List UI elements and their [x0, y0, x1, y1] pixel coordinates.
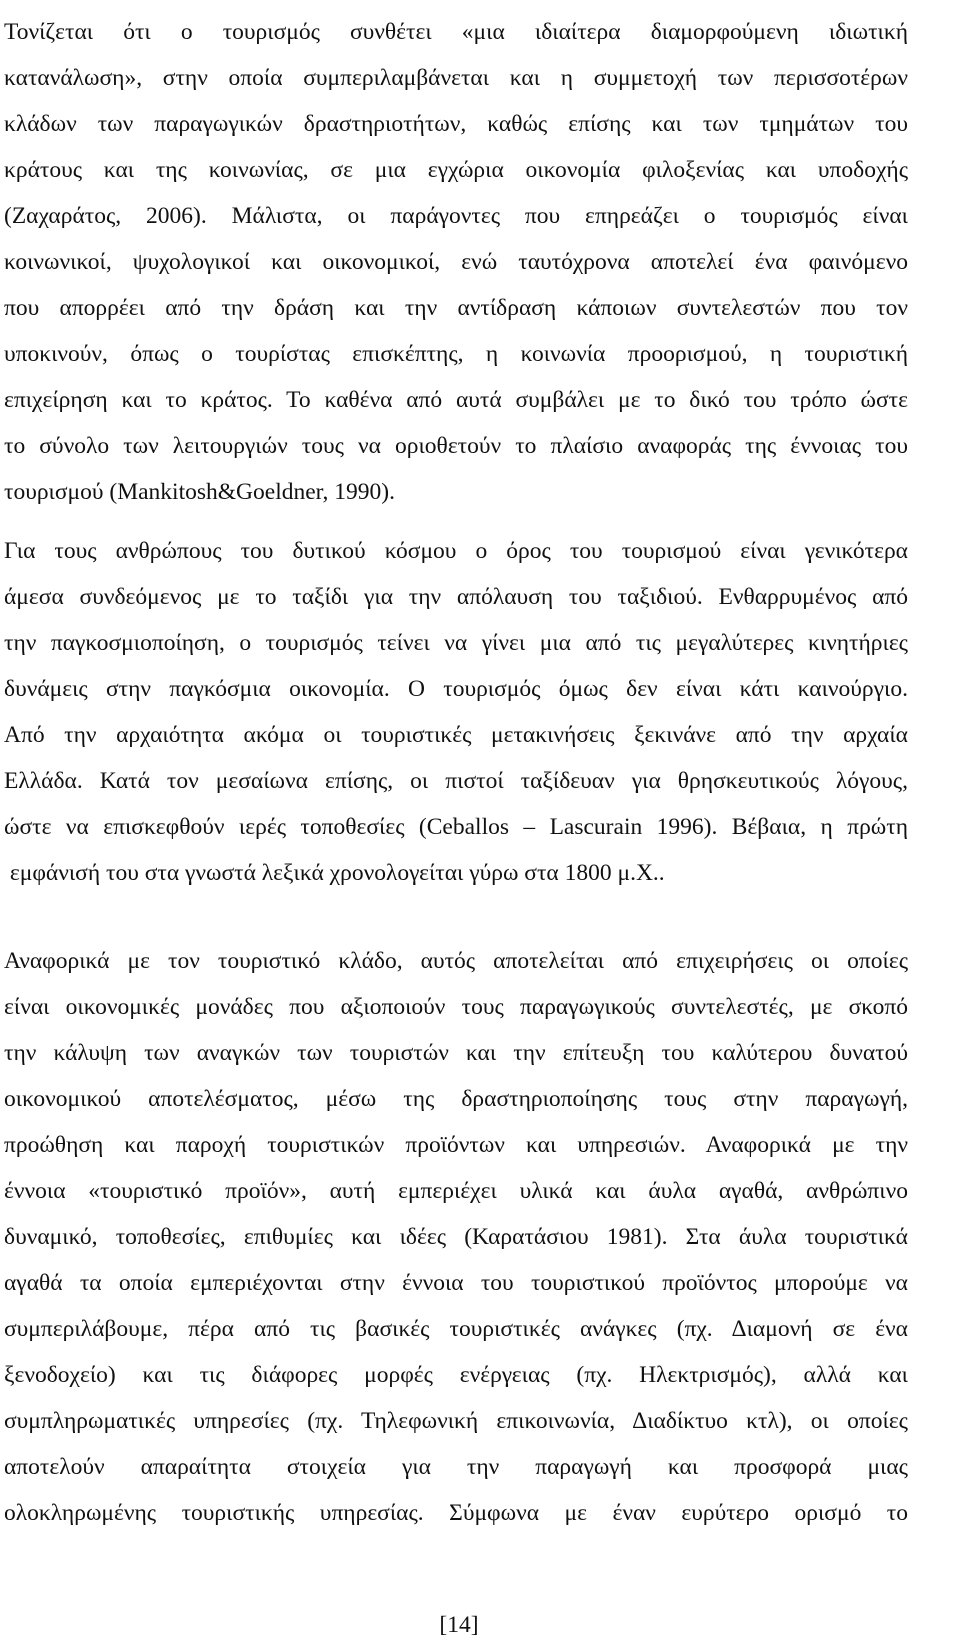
text-line: το σύνολο των λειτουργιών τους να οριοθετούν το πλαίσιο αναφοράς της έννοιας του: [4, 433, 908, 459]
text-line: Ελλάδα. Κατά τον μεσαίωνα επίσης, οι πιστοί ταξίδευαν για θρησκευτικούς λόγους,: [4, 768, 908, 794]
text-line: εμφάνισή του στα γνωστά λεξικά χρονολογείται γύρω στα 1800 μ.Χ..: [4, 860, 665, 886]
text-line: συμπεριλάβουμε, πέρα από τις βασικές τουριστικές ανάγκες (πχ. Διαμονή σε ένα: [4, 1316, 908, 1342]
text-line: είναι οικονομικές μονάδες που αξιοποιούν τους παραγωγικούς συντελεστές, με σκοπό: [4, 994, 908, 1020]
text-line: οικονομικού αποτελέσματος, μέσω της δραστηριοποίησης τους στην παραγωγή,: [4, 1086, 908, 1112]
text-line: κατανάλωση», στην οποία συμπεριλαμβάνεται και η συμμετοχή των περισσοτέρων: [4, 65, 908, 91]
text-line: ώστε να επισκεφθούν ιερές τοποθεσίες (Ceballos – Lascurain 1996). Βέβαια, η πρώτη: [4, 814, 908, 840]
text-line: κλάδων των παραγωγικών δραστηριοτήτων, καθώς επίσης και των τμημάτων του: [4, 111, 908, 137]
text-line: ολοκληρωμένης τουριστικής υπηρεσίας. Σύμφωνα με έναν ευρύτερο ορισμό το: [4, 1500, 908, 1526]
text-line: άμεσα συνδεόμενος με το ταξίδι για την απόλαυση του ταξιδιού. Ενθαρρυμένος από: [4, 584, 908, 610]
text-line: προώθηση και παροχή τουριστικών προϊόντων και υπηρεσιών. Αναφορικά με την: [4, 1132, 908, 1158]
text-line: (Ζαχαράτος, 2006). Μάλιστα, οι παράγοντες που επηρεάζει ο τουρισμός είναι: [4, 203, 908, 229]
text-line: κράτους και της κοινωνίας, σε μια εγχώρια οικονομία φιλοξενίας και υποδοχής: [4, 157, 908, 183]
text-line: αγαθά τα οποία εμπεριέχονται στην έννοια του τουριστικού προϊόντος μπορούμε να: [4, 1270, 908, 1296]
paragraph-tourism-sector: [4, 938, 908, 1536]
text-line: την κάλυψη των αναγκών των τουριστών και την επίτευξη του καλύτερου δυνατού: [4, 1040, 908, 1066]
page-number: [14]: [439, 1612, 479, 1638]
text-line: Αναφορικά με τον τουριστικό κλάδο, αυτός αποτελείται από επιχειρήσεις οι οποίες: [4, 948, 908, 974]
text-line: αποτελούν απαραίτητα στοιχεία για την παραγωγή και προσφορά μιας: [4, 1454, 908, 1480]
text-line: συμπληρωματικές υπηρεσίες (πχ. Τηλεφωνική επικοινωνία, Διαδίκτυο κτλ), οι οποίες: [4, 1408, 908, 1434]
text-line: δυναμικό, τοποθεσίες, επιθυμίες και ιδέες (Καρατάσιου 1981). Στα άυλα τουριστικά: [4, 1224, 908, 1250]
text-line: υποκινούν, όπως ο τουρίστας επισκέπτης, η κοινωνία προορισμού, η τουριστική: [4, 341, 908, 367]
text-line: τουρισμού (Mankitosh&Goeldner, 1990).: [4, 479, 395, 505]
paragraph-tourism-definition: [4, 9, 908, 515]
text-line: δυνάμεις στην παγκόσμια οικονομία. Ο τουρισμός όμως δεν είναι κάτι καινούργιο.: [4, 676, 908, 702]
text-line: Τονίζεται ότι ο τουρισμός συνθέτει «μια ιδιαίτερα διαμορφούμενη ιδιωτική: [4, 19, 908, 45]
paragraph-tourism-history: [4, 528, 908, 896]
text-line: που απορρέει από την δράση και την αντίδραση κάποιων συντελεστών που τον: [4, 295, 908, 321]
text-line: Για τους ανθρώπους του δυτικού κόσμου ο όρος του τουρισμού είναι γενικότερα: [4, 538, 908, 564]
text-line: κοινωνικοί, ψυχολογικοί και οικονομικοί, ενώ ταυτόχρονα αποτελεί ένα φαινόμενο: [4, 249, 908, 275]
text-line: Από την αρχαιότητα ακόμα οι τουριστικές μετακινήσεις ξεκινάνε από την αρχαία: [4, 722, 908, 748]
text-line: επιχείρηση και το κράτος. Το καθένα από αυτά συμβάλει με το δικό του τρόπο ώστε: [4, 387, 908, 413]
text-line: την παγκοσμιοποίηση, ο τουρισμός τείνει να γίνει μια από τις μεγαλύτερες κινητήριες: [4, 630, 908, 656]
text-line: ξενοδοχείο) και τις διάφορες μορφές ενέργειας (πχ. Ηλεκτρισμός), αλλά και: [4, 1362, 908, 1388]
text-line: έννοια «τουριστικό προϊόν», αυτή εμπεριέχει υλικά και άυλα αγαθά, ανθρώπινο: [4, 1178, 908, 1204]
